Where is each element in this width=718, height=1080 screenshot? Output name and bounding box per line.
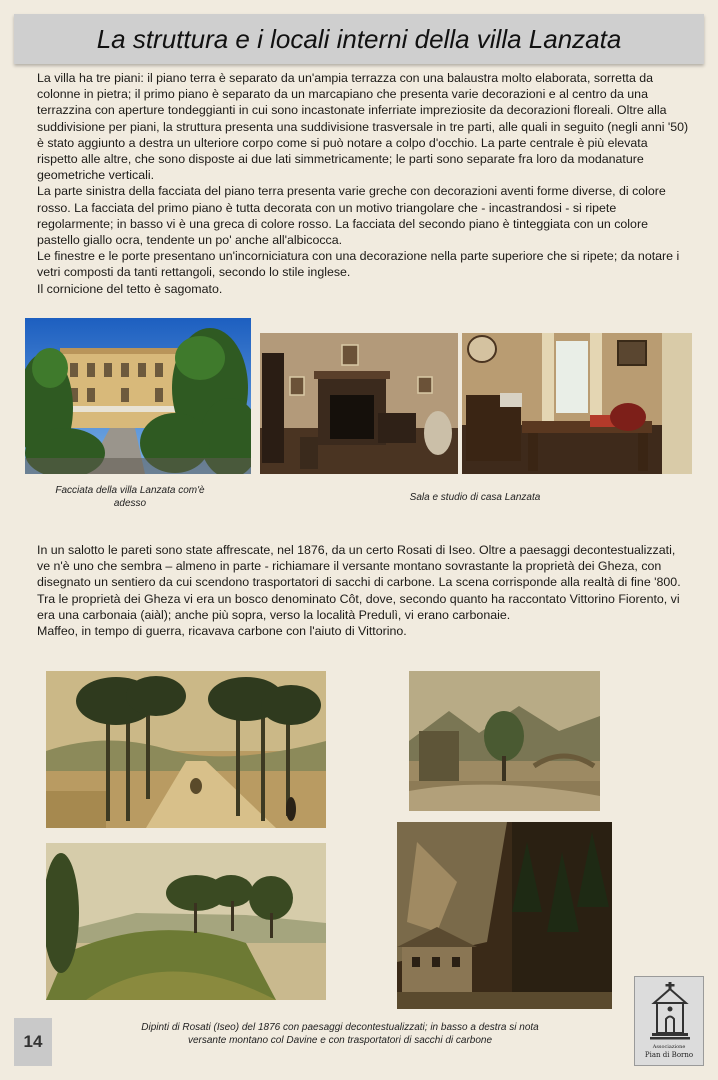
intro-paragraph-4: Il cornicione del tetto è sagomato.	[37, 281, 223, 296]
intro-paragraph-3: Le finestre e le porte presentano un'incorniciatura con una decorazione nella parte superiore che si ripete; da notare i vetri composti da tanti rettangoli, secondo lo stile inglese.	[37, 249, 680, 280]
frescoes-paragraph-1: In un salotto le pareti sono state affrescate, nel 1876, da un certo Rosati di Iseo. Oltre a paesaggi decontestualizzati, ve n'è uno che sembra – almeno in parte - richiamare il versante montano sovrastante la proprietà dei Gheza, con disegnato un sentiero da cui scendono trasportatori di sacchi di carbone. La scena corrisponde alla realtà di fine '800. Tra le proprietà dei Gheza vi era un bosco denominato Côt, dove, secondo quanto ha raccontato Vittorino Fiorento, vi era una carbonaia (aiàl); anche più sopra, verso la località Predulì, vi erano carbonaie.	[37, 543, 681, 622]
study-photo	[462, 333, 692, 474]
villa-facade-photo	[25, 318, 251, 474]
intro-paragraph-2: La parte sinistra della facciata del piano terra presenta varie greche con decorazioni aventi forme diverse, di colore rosso. La facciata del primo piano è tutta decorata con un motivo triangolare che - incastrandosi - si ripete regolarmente; in basso vi è una greca di colore rosso. La facciata del secondo piano è tinteggiata con un colore pastello giallo ocra, tendente un po' anche all'albicocca.	[37, 184, 666, 248]
page-number: 14	[14, 1018, 52, 1066]
association-logo	[634, 976, 704, 1066]
painting-hillside	[46, 843, 326, 1000]
frescoes-text	[37, 542, 689, 639]
frescoes-paragraph-2: Maffeo, in tempo di guerra, ricavava carbone con l'aiuto di Vittorino.	[37, 624, 407, 639]
logo-line-2: Pian di Borno	[644, 1051, 694, 1059]
painting-avenue	[46, 671, 326, 828]
rooms-caption: Sala e studio di casa Lanzata	[409, 492, 541, 503]
title-bar	[14, 14, 704, 64]
living-room-photo	[260, 333, 458, 474]
facade-caption: Facciata della villa Lanzata com'è adesso	[55, 485, 205, 509]
intro-paragraph-1: La villa ha tre piani: il piano terra è separato da un'ampia terrazza con una balaustra molto elaborata, sorretta da colonne in pietra; il primo piano è separato da un marcapiano che presenta varie decorazioni e al centro da una terrazzina con aperture tondeggianti in cui sono incastonate inferriate impreziosite da decorazioni floreali. Oltre alla suddivisione per piani, la struttura presenta una suddivisione trasversale in tre parti, alle quali in seguito (negli anni '50) è stato aggiunto a destra un ulteriore corpo come si può notare a colpo d'occhio. La parte centrale è più elevata rispetto alle altre, che sono disposte ai due lati simmetricamente; le parti sono separate fra loro da modanature geometriche verticali.	[37, 71, 689, 183]
painting-bridge	[409, 671, 600, 811]
intro-text	[37, 70, 689, 297]
painting-mountain	[397, 822, 612, 1009]
page-title: La struttura e i locali interni della villa Lanzata	[96, 24, 622, 54]
logo-line-1: Associazione	[652, 1044, 686, 1050]
paintings-caption: Dipinti di Rosati (Iseo) del 1876 con paesaggi decontestualizzati; in basso a destra si nota versante montano col Davine e con trasportatori di sacchi di carbone	[141, 1022, 539, 1046]
church-icon	[649, 981, 691, 1043]
